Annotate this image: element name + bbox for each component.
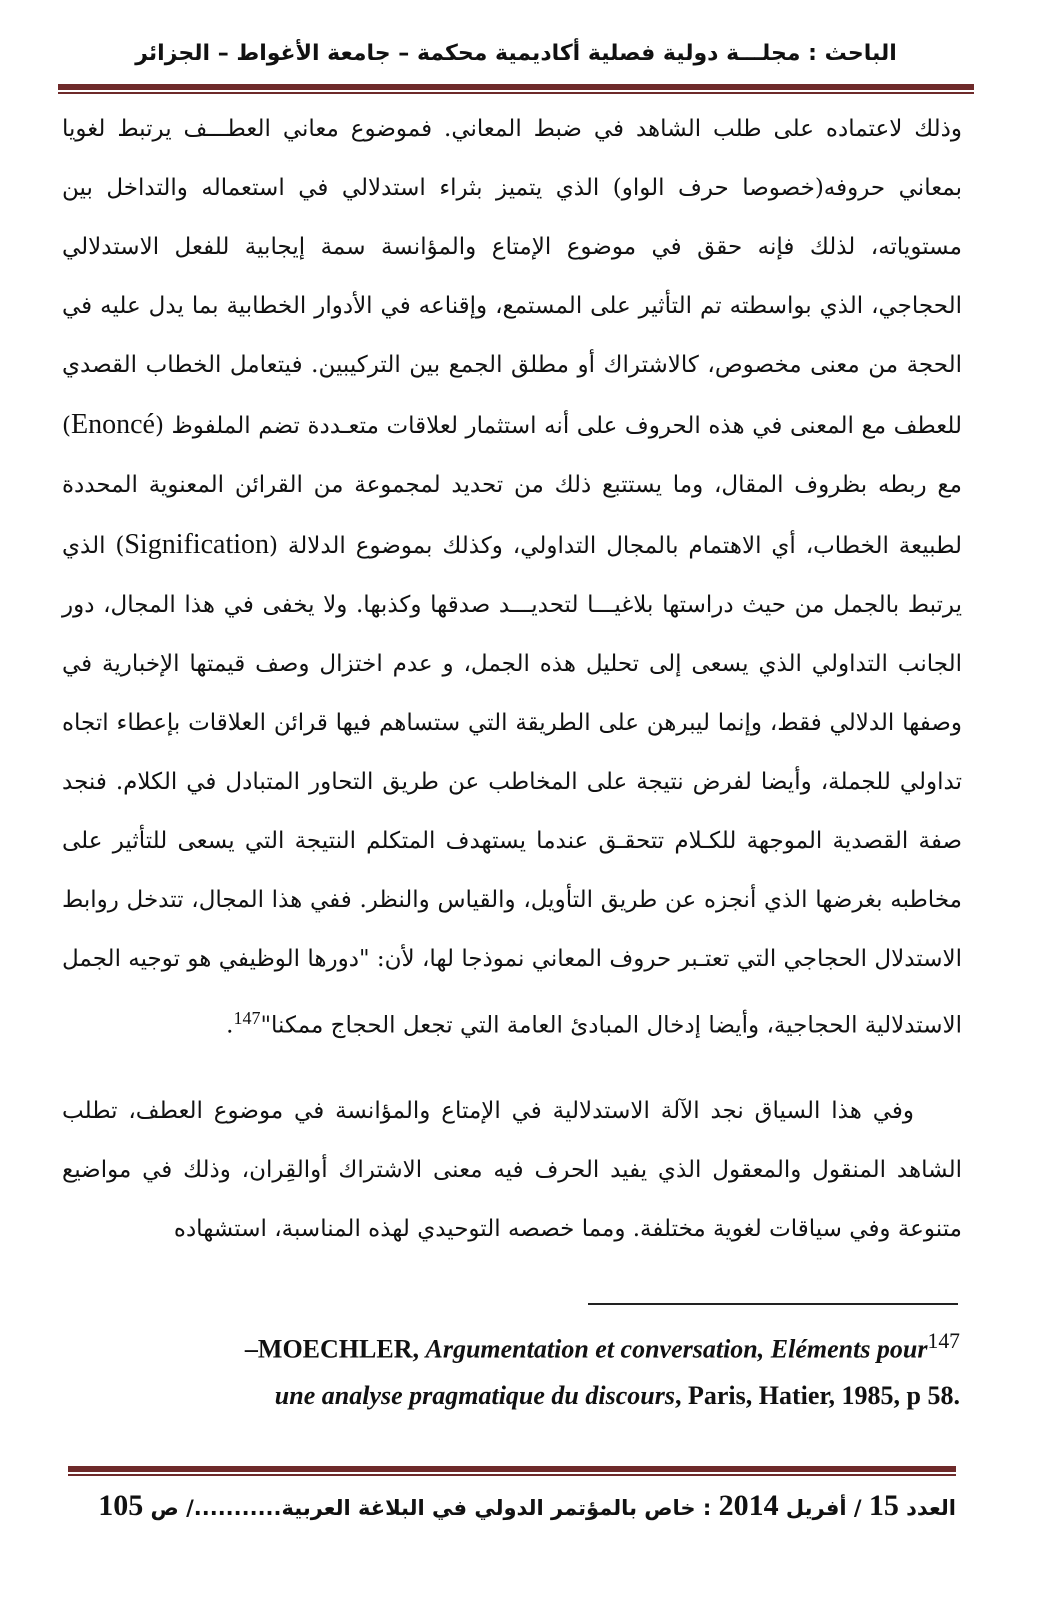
issue-description: : خاص بالمؤتمر الدولي في البلاغة العربية.........../ ص xyxy=(150,1496,712,1520)
issue-number: 15 xyxy=(868,1489,899,1522)
paragraph-1-end: . xyxy=(226,1012,234,1039)
header-rule-thick xyxy=(58,84,974,90)
footer-separator: / xyxy=(853,1496,862,1520)
footnote-ref-147[interactable]: 147 xyxy=(233,1008,261,1028)
footer-rule-thin xyxy=(68,1474,956,1476)
issue-label: العدد xyxy=(906,1496,956,1520)
issue-month: أفريل xyxy=(785,1496,847,1520)
footnote-publication: , Paris, Hatier, 1985, p 58. xyxy=(674,1380,960,1410)
term-signification: Signification xyxy=(124,529,270,560)
paragraph-1-part-c: ) الذي يرتبط بالجمل من حيث دراستها بلاغيـــا لتحديـــد صدقها وكذبها. ولا يخفى في هذا المجال، دور الجانب التداولي الذي يسعى إلى تحليل هذه الجمل، و عدم اختزال وصف قيمتها الإخبارية في وصفها الدلالي فقط، وإنما ليبرهن على الطريقة التي ستساهم فيها قرائن العلاقات بإعطاء اتجاه تداولي للجملة، وأيضا لفرض نتيجة على المخاطب عن طريق التحاور المتبادل في الكلام. فنجد صفة القصدية الموجهة للكـلام تتحقـق عندما يستهدف المتكلم النتيجة التي يسعى للتأثير على مخاطبه بغرضها الذي أنجزه عن طريق التأويل، والقياس والنظر. ففي هذا المجال، تتدخل روابط الاستدلال الحجاجي التي تعتـبر حروف المعاني نموذجا لها، لأن: "دورها الوظيفي هو توجيه الجمل الاستدلالية الحجاجية، وأيضا إدخال المبادئ العامة التي تجعل الحجاج ممكنا" xyxy=(62,533,962,1039)
footnote-number: 147 xyxy=(927,1329,960,1353)
paragraph-1-part-b: ) مع ربطه بظروف المقال، وما يستتبع ذلك من تحديد لمجموعة من القرائن المعنوية المحددة لطبيعة الخطاب، أي الاهتمام بالمجال التداولي، وكذلك بموضوع الدلالة ( xyxy=(62,413,962,559)
footnote-author: –MOECHLER, xyxy=(244,1334,426,1364)
paragraph-2: وفي هذا السياق نجد الآلة الاستدلالية في الإمتاع والمؤانسة في موضوع العطف، تطلب الشاهد المنقول والمعقول الذي يفيد الحرف فيه معنى الاشتراك أوالقِران، وذلك في مواضيع متنوعة وفي سياقات لغوية مختلفة. ومما خصصه التوحيدي لهذه المناسبة، استشهاده xyxy=(62,1097,962,1242)
paragraph-1-part-a: وذلك لاعتماده على طلب الشاهد في ضبط المعاني. فموضوع معاني العطـــف يرتبط لغويا بمعاني حروفه(خصوصا حرف الواو) الذي يتميز بثراء استدلالي في استعماله والتداخل بين مستوياته، لذلك فإنه حقق في موضوع الإمتاع والمؤانسة سمة إيجابية للفعل الاستدلالي الحجاجي، الذي بواسطته تم التأثير على المستمع، وإقناعه في الأدوار الخطابية بما يدل عليه في الحجة من معنى مخصوص، كالاشتراك أو مطلق الجمع بين التركيبين. فيتعامل الخطاب القصدي للعطف مع المعنى في هذه الحروف على أنه استثمار لعلاقات متعـددة تضم الملفوظ ( xyxy=(62,116,962,439)
footnote-147 xyxy=(40,1318,960,1419)
running-footer xyxy=(80,1484,956,1528)
term-enonce: Enoncé xyxy=(70,409,155,440)
footer-rule-thick xyxy=(68,1466,956,1472)
running-header: الباحث : مجلـــة دولية فصلية أكاديمية محكمة – جامعة الأغواط – الجزائر xyxy=(135,41,897,66)
page-number: 105 xyxy=(98,1489,144,1522)
issue-year: 2014 xyxy=(718,1489,779,1522)
header-rule-thin xyxy=(58,92,974,94)
paragraph-1 xyxy=(62,100,962,1056)
footnote-separator xyxy=(588,1303,958,1305)
footnote-title-part2: une analyse pragmatique du discours xyxy=(274,1380,675,1410)
footnote-title-part1: Argumentation et conversation, Eléments pour xyxy=(425,1334,928,1364)
article-body xyxy=(62,100,962,1259)
